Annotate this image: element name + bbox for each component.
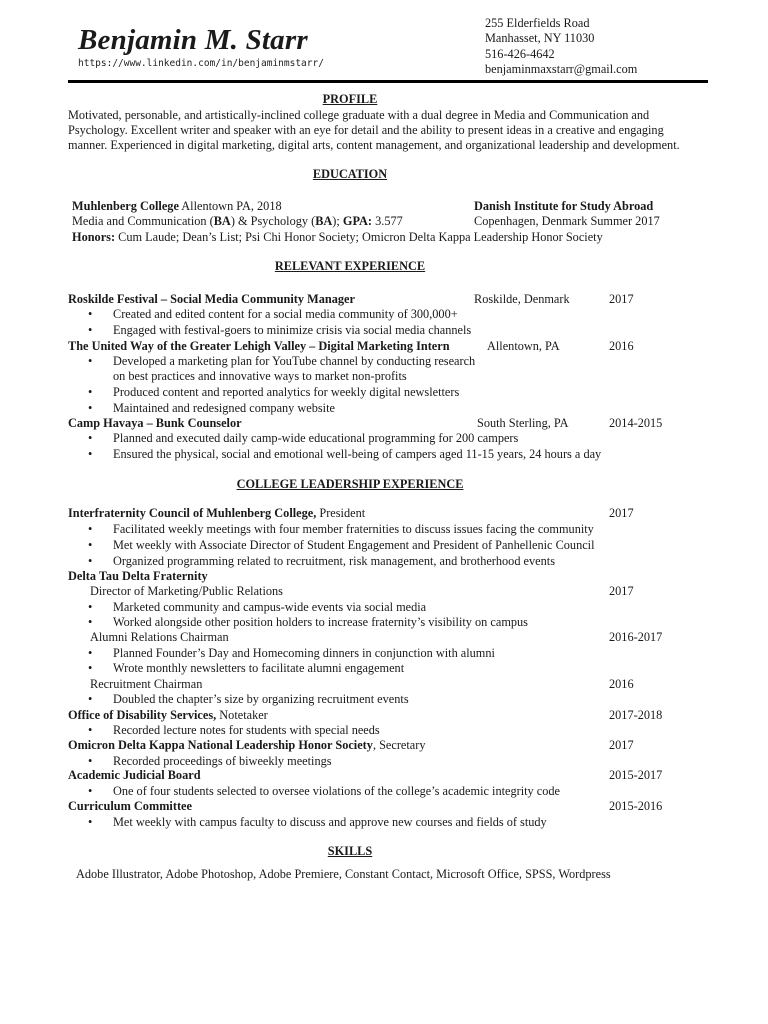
bullet-icon: •	[88, 522, 93, 536]
org-title-line	[68, 708, 268, 723]
job-date: 2017	[609, 292, 634, 306]
bullet-text: Produced content and reported analytics for weekly digital newsletters	[113, 385, 460, 399]
job-location: Allentown, PA	[487, 339, 560, 353]
school-location: Allentown PA, 2018	[178, 199, 282, 213]
ifc-role: President	[316, 506, 366, 520]
job-bullet	[88, 401, 335, 416]
bullet-icon: •	[88, 307, 93, 321]
contact-block	[485, 16, 637, 77]
bullet-text: Ensured the physical, social and emotional well-being of campers aged 11-15 years, 24 hours a day	[113, 447, 602, 461]
ifc-org: Interfraternity Council of Muhlenberg College,	[68, 506, 317, 520]
bullet-icon: •	[88, 646, 93, 660]
ifc-title-line	[68, 506, 365, 521]
dtd-role: Alumni Relations Chairman	[90, 630, 229, 644]
degree-text-2: ) & Psychology (	[230, 214, 316, 228]
bullet-icon: •	[88, 754, 93, 768]
org-title-line	[68, 799, 192, 814]
org-name: Office of Disability Services,	[68, 708, 217, 722]
bullet-icon: •	[88, 554, 93, 568]
bullet-icon: •	[88, 447, 93, 461]
bullet-icon: •	[88, 784, 93, 798]
bullet-text: Worked alongside other position holders to increase fraternity’s visibility on campus	[113, 615, 528, 629]
bullet-icon: •	[88, 615, 93, 629]
bullet-text: Maintained and redesigned company website	[113, 401, 335, 415]
job-bullet	[88, 354, 475, 369]
degree-ba-2: BA	[315, 214, 333, 228]
leadership-bullet	[88, 554, 555, 569]
org-date: 2015-2016	[609, 799, 663, 813]
profile-text: Motivated, personable, and artistically-inclined college graduate with a dual degree in Media and Communication and Psychology. Excellent writer and speaker with an eye for detail and the ability to present ideas in a creative and engaging manner. Experienced in digital marketing, digital arts, content management, and organizational leadership and development.	[68, 108, 680, 152]
job-bullet	[88, 307, 458, 322]
job-date: 2016	[609, 339, 634, 353]
leadership-bullet	[88, 754, 332, 769]
bullet-text: Organized programming related to recruitment, risk management, and brotherhood events	[113, 554, 555, 568]
dtd-role: Director of Marketing/Public Relations	[90, 584, 283, 598]
job-bullet	[88, 323, 471, 338]
org-name: Omicron Delta Kappa National Leadership Honor Society	[68, 738, 373, 752]
bullet-text: Engaged with festival-goers to minimize crisis via social media channels	[113, 323, 472, 337]
org-name: Curriculum Committee	[68, 799, 192, 813]
leadership-bullet	[88, 784, 560, 799]
degree-ba-1: BA	[213, 214, 231, 228]
honors-label: Honors:	[72, 230, 116, 244]
degree-text-1: Media and Communication (	[72, 214, 214, 228]
job-bullet	[88, 385, 459, 400]
bullet-text: Marketed community and campus-wide events via social media	[113, 600, 427, 614]
abroad-location: Copenhagen, Denmark Summer 2017	[474, 214, 660, 228]
dtd-role: Recruitment Chairman	[90, 677, 203, 691]
job-bullet	[88, 447, 601, 462]
linkedin-url[interactable]: https://www.linkedin.com/in/benjaminmstarr/	[78, 58, 324, 69]
job-title: Roskilde Festival – Social Media Community Manager	[68, 292, 355, 306]
bullet-text: Recorded proceedings of biweekly meetings	[113, 754, 332, 768]
bullet-text: Recorded lecture notes for students with special needs	[113, 723, 380, 737]
education-heading: EDUCATION	[312, 167, 388, 181]
email-address[interactable]: benjaminmaxstarr@gmail.com	[485, 61, 638, 76]
leadership-bullet	[88, 615, 528, 630]
bullet-text: Planned and executed daily camp-wide educational programming for 200 campers	[113, 431, 519, 445]
bullet-text: Met weekly with campus faculty to discuss and approve new courses and fields of study	[113, 815, 547, 829]
dtd-role-date: 2016	[609, 677, 634, 691]
job-bullet	[88, 431, 518, 446]
org-name: Academic Judicial Board	[68, 768, 201, 782]
dtd-org: Delta Tau Delta Fraternity	[68, 569, 208, 583]
job-location: Roskilde, Denmark	[474, 292, 570, 306]
leadership-bullet	[88, 692, 409, 707]
gpa-label: GPA:	[342, 214, 373, 228]
header-divider	[68, 80, 708, 83]
address-line-2: Manhasset, NY 11030	[485, 31, 595, 46]
degree-text-3: );	[332, 214, 343, 228]
org-date: 2017	[609, 738, 634, 752]
leadership-bullet	[88, 600, 426, 615]
resume-name: Benjamin M. Starr	[78, 24, 308, 56]
ifc-date: 2017	[609, 506, 634, 520]
skills-list: Adobe Illustrator, Adobe Photoshop, Adobe Premiere, Constant Contact, Microsoft Office, SPSS, Wordpress	[76, 867, 611, 881]
bullet-icon: •	[88, 385, 93, 399]
leadership-bullet	[88, 522, 594, 537]
education-honors-line	[72, 230, 603, 245]
bullet-icon: •	[88, 661, 93, 675]
org-date: 2015-2017	[609, 768, 663, 782]
job-date: 2014-2015	[609, 416, 663, 430]
job-title: The United Way of the Greater Lehigh Valley – Digital Marketing Intern	[68, 339, 450, 353]
profile-heading: PROFILE	[322, 92, 378, 106]
bullet-text: on best practices and innovative ways to market non-profits	[113, 369, 407, 383]
bullet-icon: •	[88, 354, 93, 368]
org-date: 2017-2018	[609, 708, 663, 722]
school-name: Muhlenberg College	[72, 199, 179, 213]
bullet-icon: •	[88, 723, 93, 737]
dtd-role-date: 2017	[609, 584, 634, 598]
leadership-bullet	[88, 815, 547, 830]
job-location: South Sterling, PA	[477, 416, 569, 430]
bullet-text: Wrote monthly newsletters to facilitate alumni engagement	[113, 661, 405, 675]
education-degree-line	[72, 214, 403, 229]
bullet-icon: •	[88, 401, 93, 415]
bullet-icon: •	[88, 692, 93, 706]
org-role: , Secretary	[372, 738, 426, 752]
bullet-text: Created and edited content for a social media community of 300,000+	[113, 307, 458, 321]
bullet-text: One of four students selected to oversee violations of the college’s academic integrity code	[113, 784, 560, 798]
org-role: Notetaker	[216, 708, 268, 722]
leadership-bullet	[88, 646, 495, 661]
address-line-1: 255 Elderfields Road	[485, 16, 590, 30]
leadership-bullet	[88, 538, 595, 553]
bullet-icon: •	[88, 600, 93, 614]
leadership-bullet	[88, 661, 404, 676]
bullet-text: Facilitated weekly meetings with four member fraternities to discuss issues facing the community	[113, 522, 594, 536]
bullet-text: Met weekly with Associate Director of Student Engagement and President of Panhellenic Council	[113, 538, 595, 552]
phone-number: 516-426-4642	[485, 46, 555, 61]
org-title-line	[68, 768, 201, 783]
org-title-line	[68, 738, 426, 753]
skills-heading: SKILLS	[327, 844, 373, 858]
gpa-value: 3.577	[372, 214, 403, 228]
bullet-text: Doubled the chapter’s size by organizing recruitment events	[113, 692, 409, 706]
bullet-icon: •	[88, 538, 93, 552]
bullet-text: Planned Founder’s Day and Homecoming dinners in conjunction with alumni	[113, 646, 495, 660]
bullet-icon: •	[88, 431, 93, 445]
abroad-school: Danish Institute for Study Abroad	[474, 199, 654, 213]
experience-heading: RELEVANT EXPERIENCE	[274, 259, 426, 273]
bullet-icon: •	[88, 323, 93, 337]
dtd-role-date: 2016-2017	[609, 630, 663, 644]
bullet-icon: •	[88, 815, 93, 829]
job-bullet-continuation	[88, 369, 407, 384]
honors-value: Cum Laude; Dean’s List; Psi Chi Honor Society; Omicron Delta Kappa Leadership Honor Society	[115, 230, 603, 244]
bullet-text: Developed a marketing plan for YouTube channel by conducting research	[113, 354, 476, 368]
job-title: Camp Havaya – Bunk Counselor	[68, 416, 242, 430]
leadership-bullet	[88, 723, 380, 738]
leadership-heading: COLLEGE LEADERSHIP EXPERIENCE	[236, 477, 464, 491]
education-school-line	[72, 199, 282, 214]
